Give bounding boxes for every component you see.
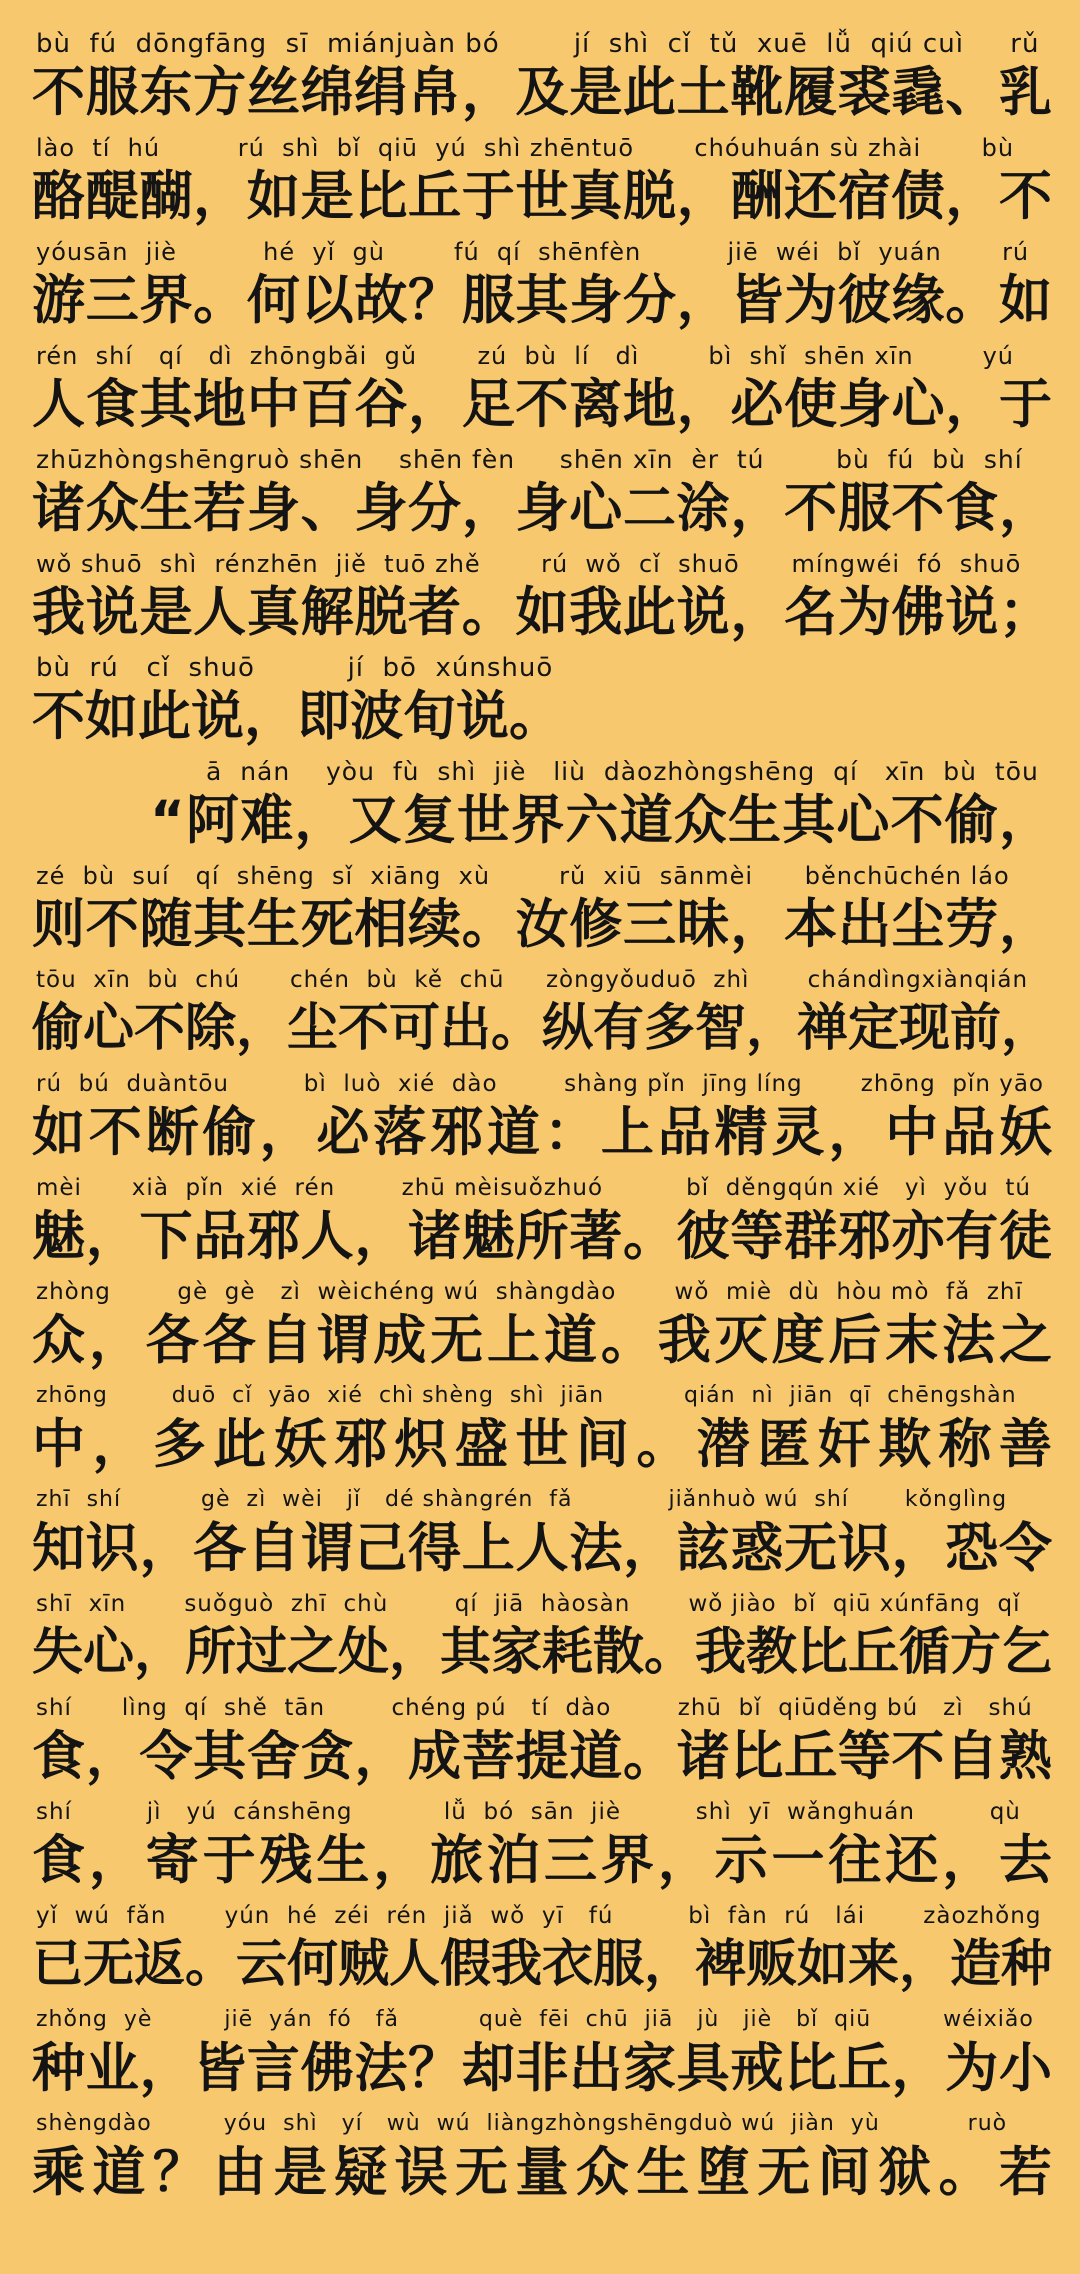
pinyin-line: zhōng duō cǐ yāo xié chì shèng shì jiān qián nì jiān qī chēngshàn xyxy=(36,1383,1017,1408)
hanzi-line: 诸众生若身、身分，身心二涂，不服不食， xyxy=(32,478,1052,539)
text-line xyxy=(0,236,1080,340)
hanzi-line: 魅，下品邪人，诸魅所著。彼等群邪亦有徒 xyxy=(32,1206,1052,1267)
text-line xyxy=(0,964,1080,1068)
pinyin-line: yóusān jiè hé yǐ gù fú qí shēnfèn jiē wéi bǐ yuán rú xyxy=(36,238,1030,266)
pinyin-line: shèngdào yóu shì yí wù wú liàngzhòngshēngduò wú jiàn yù ruò xyxy=(36,2111,1008,2136)
pinyin-line: zhòng gè gè zì wèichéng wú shàngdào wǒ miè dù hòu mò fǎ zhī xyxy=(36,1279,1023,1305)
text-line xyxy=(0,2108,1080,2212)
text-line xyxy=(0,1692,1080,1796)
pinyin-line: zhūzhòngshēngruò shēn shēn fèn shēn xīn èr tú bù fú bù shí xyxy=(36,445,1023,474)
text-line xyxy=(0,652,1080,756)
text-line xyxy=(0,1172,1080,1276)
hanzi-line: 食，令其舍贪，成菩提道。诸比丘等不自熟 xyxy=(32,1726,1052,1787)
text-line xyxy=(0,444,1080,548)
hanzi-line: 众，各各自谓成无上道。我灭度后末法之 xyxy=(32,1310,1052,1371)
pinyin-line: zhǒng yè jiē yán fó fǎ què fēi chū jiā jù jiè bǐ qiū wéixiǎo xyxy=(36,2007,1034,2032)
text-line xyxy=(0,756,1080,860)
text-line xyxy=(0,340,1080,444)
pinyin-line: bù fú dōngfāng sī miánjuàn bó jí shì cǐ tǔ xuē lǚ qiú cuì rǔ xyxy=(36,29,1040,59)
text-line xyxy=(0,1276,1080,1380)
pinyin-line: rén shí qí dì zhōngbǎi gǔ zú bù lí dì bì shǐ shēn xīn yú xyxy=(36,342,1015,370)
pinyin-line: bù rú cǐ shuō jí bō xúnshuō xyxy=(36,653,554,683)
text-line xyxy=(0,1068,1080,1172)
pinyin-line: shī xīn suǒguò zhī chù qí jiā hàosàn wǒ jiào bǐ qiū xúnfāng qǐ xyxy=(36,1591,1021,1617)
pinyin-line: wǒ shuō shì rénzhēn jiě tuō zhě rú wǒ cǐ shuō míngwéi fó shuō xyxy=(36,550,1022,578)
hanzi-line: 中，多此妖邪炽盛世间。潜匿奸欺称善 xyxy=(32,1414,1052,1475)
text-line xyxy=(0,1796,1080,1900)
hanzi-line: 如不断偷，必落邪道：上品精灵，中品妖 xyxy=(32,1102,1052,1163)
hanzi-line: 酪醍醐，如是比丘于世真脱，酬还宿债，不 xyxy=(32,166,1052,227)
hanzi-line: 种业，皆言佛法？却非出家具戒比丘，为小 xyxy=(32,2038,1052,2099)
pinyin-line: lào tí hú rú shì bǐ qiū yú shì zhēntuō chóuhuán sù zhài bù xyxy=(36,134,1015,162)
pinyin-line: shí jì yú cánshēng lǚ bó sān jiè shì yī wǎnghuán qù xyxy=(36,1799,1021,1825)
pinyin-line: shí lìng qí shě tān chéng pú tí dào zhū bǐ qiūděng bú zì shú xyxy=(36,1695,1033,1721)
hanzi-line: “阿难，又复世界六道众生其心不偷， xyxy=(150,790,1052,851)
hanzi-line: 食，寄于残生，旅泊三界，示一往还，去 xyxy=(32,1830,1052,1891)
hanzi-line: 不如此说，即波旬说。 xyxy=(32,686,562,747)
text-line xyxy=(0,28,1080,132)
hanzi-line: 游三界。何以故？服其身分，皆为彼缘。如 xyxy=(32,270,1052,331)
hanzi-line: 知识，各自谓己得上人法，詃惑无识，恐令 xyxy=(32,1518,1052,1579)
hanzi-line: 我说是人真解脱者。如我此说，名为佛说； xyxy=(32,582,1052,643)
hanzi-line: 则不随其生死相续。汝修三昧，本出尘劳， xyxy=(32,894,1052,955)
hanzi-line: 乘道？由是疑误无量众生堕无间狱。若 xyxy=(32,2142,1052,2203)
text-line xyxy=(0,1380,1080,1484)
pinyin-line: zhī shí gè zì wèi jǐ dé shàngrén fǎ jiǎnhuò wú shí kǒnglìng xyxy=(36,1487,1008,1512)
hanzi-line: 偷心不除，尘不可出。纵有多智，禅定现前， xyxy=(32,999,1052,1058)
text-line xyxy=(0,548,1080,652)
hanzi-line: 已无返。云何贼人假我衣服，裨贩如来，造种 xyxy=(32,1935,1052,1994)
pinyin-line: ā nán yòu fù shì jiè liù dàozhòngshēng qí xīn bù tōu xyxy=(206,757,1039,786)
pinyin-line: zé bù suí qí shēng sǐ xiāng xù rǔ xiū sānmèi běnchūchén láo xyxy=(36,862,1010,890)
pinyin-line: mèi xià pǐn xié rén zhū mèisuǒzhuó bǐ děngqún xié yì yǒu tú xyxy=(36,1175,1031,1201)
text-line xyxy=(0,860,1080,964)
text-line xyxy=(0,132,1080,236)
text-line xyxy=(0,2004,1080,2108)
hanzi-line: 失心，所过之处，其家耗散。我教比丘循方乞 xyxy=(32,1623,1052,1682)
hanzi-line: 人食其地中百谷，足不离地，必使身心，于 xyxy=(32,374,1052,435)
pinyin-line: tōu xīn bù chú chén bù kě chū zòngyǒuduō zhì chándìngxiànqián xyxy=(36,967,1029,993)
text-line xyxy=(0,1588,1080,1692)
pinyin-line: rú bú duàntōu bì luò xié dào shàng pǐn jīng líng zhōng pǐn yāo xyxy=(36,1071,1044,1097)
pinyin-line: yǐ wú fǎn yún hé zéi rén jiǎ wǒ yī fú bì fàn rú lái zàozhǒng xyxy=(36,1903,1042,1929)
hanzi-line: 不服东方丝绵绢帛，及是此土靴履裘毳、乳 xyxy=(32,62,1052,123)
text-line xyxy=(0,1484,1080,1588)
text-line xyxy=(0,1900,1080,2004)
